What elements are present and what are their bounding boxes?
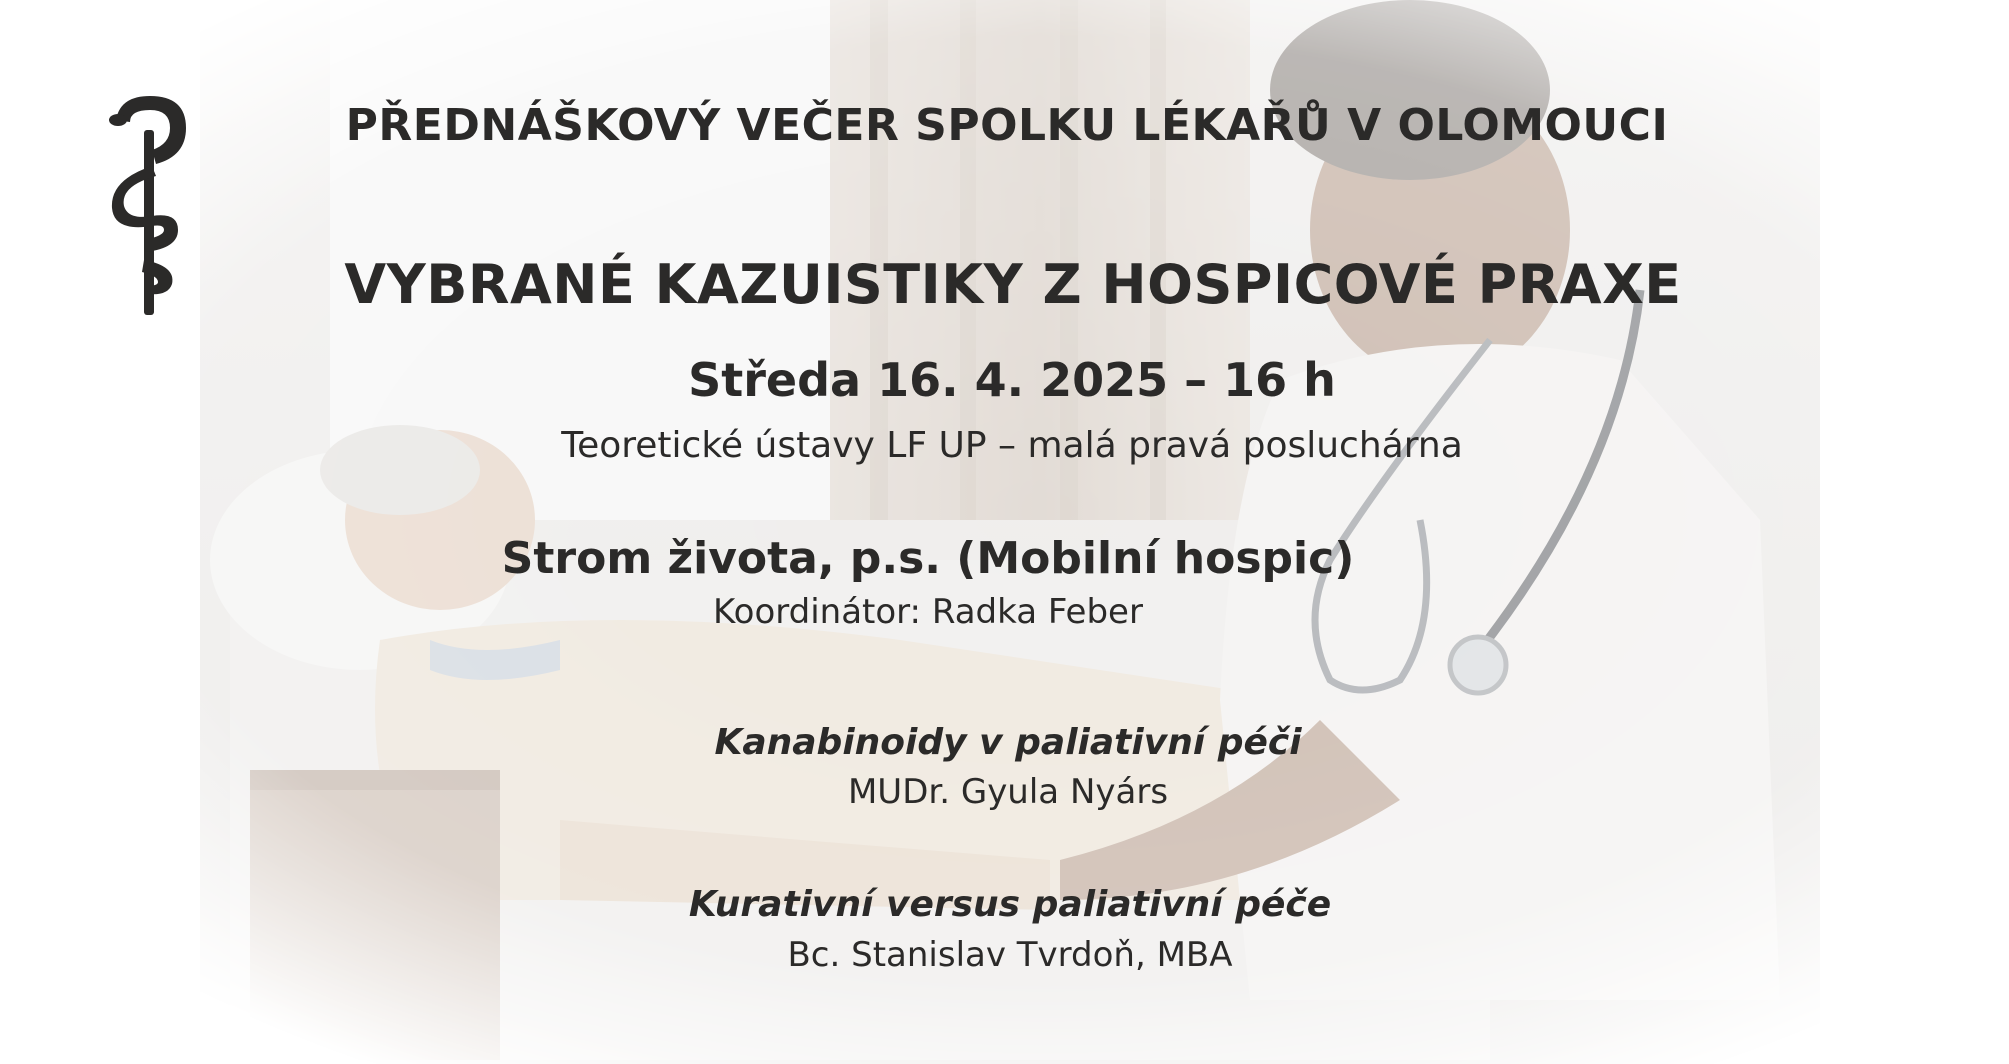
coordinator: Koordinátor: Radka Feber <box>713 592 1143 632</box>
talk-title: Kurativní versus paliativní péče <box>688 884 1332 925</box>
event-title: VYBRANÉ KAZUISTIKY Z HOSPICOVÉ PRAXE <box>344 253 1682 316</box>
event-venue: Teoretické ústavy LF UP – malá pravá posluchárna <box>561 425 1463 466</box>
event-date: Středa 16. 4. 2025 – 16 h <box>688 353 1336 407</box>
talk-speaker: Bc. Stanislav Tvrdoň, MBA <box>787 935 1233 975</box>
talk-title: Kanabinoidy v paliativní péči <box>714 722 1302 763</box>
talk-speaker: MUDr. Gyula Nyárs <box>847 772 1169 812</box>
organization-name: Strom života, p.s. (Mobilní hospic) <box>501 533 1355 584</box>
event-header: PŘEDNÁŠKOVÝ VEČER SPOLKU LÉKAŘŮ V OLOMOUCI <box>345 100 1669 151</box>
